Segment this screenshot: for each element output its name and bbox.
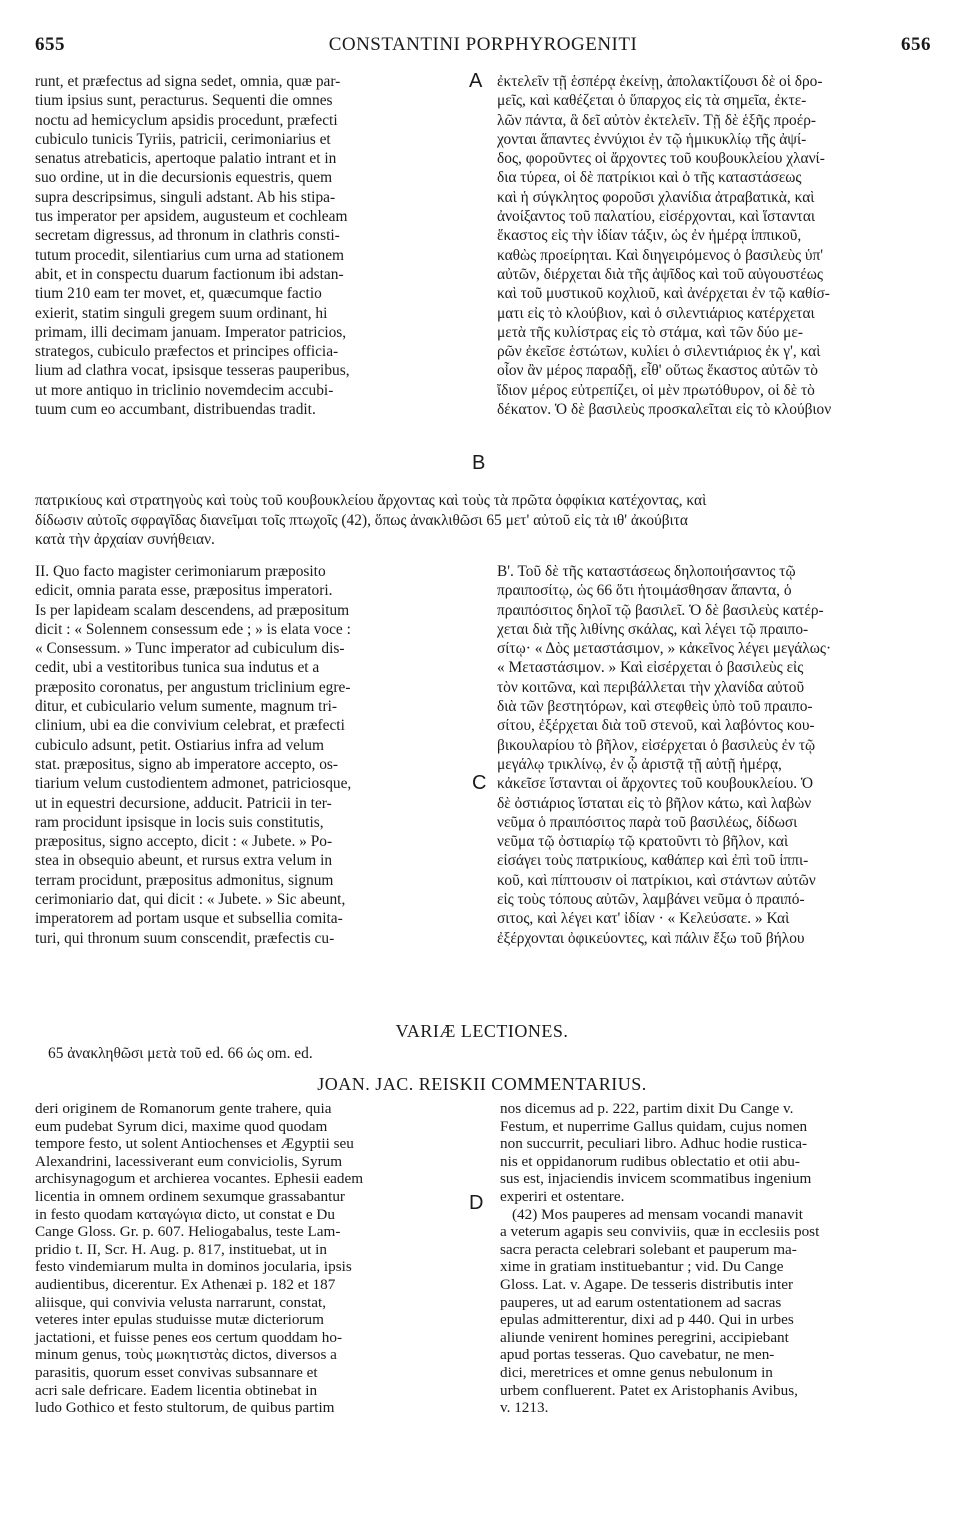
commentary-line: veteres inter epulas studuisse mutæ dicteriorum [35, 1311, 324, 1329]
latin-line: tium 210 eam ter movet, et, quæcumque factio [35, 285, 322, 303]
commentary-line: urbem confluerent. Patet ex Aristophanis Avibus, [500, 1381, 798, 1399]
variae-lectiones-heading: VARIÆ LECTIONES. [395, 1021, 569, 1041]
commentary-line: parasitis, quorum esset convivas subsannare et [35, 1363, 318, 1381]
greek-line: κοῦ, καὶ πίπτουσιν οἱ πατρίκιοι, καὶ στάντων αὐτῶν [497, 871, 816, 889]
commentary-heading: JOAN. JAC. REISKII COMMENTARIUS. [317, 1074, 647, 1094]
margin-marker-d: D [469, 1192, 484, 1214]
greek-line: σίτου, ἐξέρχεται διὰ τοῦ στενοῦ, καὶ λαβόντος κου- [497, 717, 815, 735]
latin-column-top [35, 72, 463, 419]
latin-column-bottom [35, 562, 463, 948]
commentary-line: audientibus, dicerentur. Ex Athenæi p. 182 et 187 [35, 1275, 336, 1293]
latin-line: cedit, ubi a vestitoribus tunica sua indutus et a [35, 659, 320, 677]
latin-line: cubiculo tunicis Tyriis, patricii, cerimoniarius et [35, 130, 331, 148]
page-number-left: 655 [35, 34, 65, 55]
greek-line: δος, φοροῦντες οἱ ἄρχοντες τοῦ κουβουκλείου χλανί- [497, 150, 825, 168]
commentary-line: acri sale defricare. Eadem licentia obtinebat in [35, 1381, 318, 1399]
greek-full-width-block [35, 491, 931, 550]
commentary-line: aliunde venirent homines peregrini, accipiebant [500, 1328, 789, 1346]
greek-line: ἐκτελεῖν τῇ ἑσπέρᾳ ἐκείνῃ, ἀπολακτίζουσι δὲ οἱ δρο- [497, 73, 823, 90]
greek-line: εἰσάγει τοὺς πατρικίους, καθάπερ καὶ ἐπὶ τοῦ ἱππι- [497, 852, 809, 870]
commentary-line: jactationi, et fuisse penes eos certum quoddam ho- [35, 1328, 343, 1346]
greek-line: σιτος, καὶ λέγει κατ' ἰδίαν · « Κελεύσατε. » Καὶ [497, 910, 790, 928]
greek-line: ἀνοίξαντος τοῦ παλατίου, εἰσέρχονται, καὶ ἵστανται [497, 208, 816, 226]
latin-line: clinium, ubi ea die convivium celebrat, et præfecti [35, 717, 345, 735]
latin-line: exierit, statim singuli gregem suum ordinant, hi [35, 304, 328, 322]
greek-line: λῶν πάντα, ἃ δεῖ αὐτὸν ἐκτελεῖν. Τῇ δὲ ἑξῆς προέρ- [497, 111, 817, 129]
latin-line: dicit : « Solennem consessum ede ; » is elata voce : [35, 620, 351, 638]
latin-line: tiarium velum custodientem admonet, patriciosque, [35, 775, 352, 793]
commentary-line: apud portas tesseras. Quo cavebatur, ne men- [500, 1346, 775, 1364]
commentary-line: pridio t. II, Scr. H. Aug. p. 817, instituebat, ut in [35, 1240, 327, 1258]
commentary-line: licentia in omnem ordinem sexumque grassabantur [35, 1187, 345, 1205]
latin-line: lium ad clathra vocat, ipsisque tesseras pauperibus, [35, 362, 350, 380]
margin-marker-a: A [469, 70, 483, 92]
latin-line: tuum cum eo accumbant, distribuendas tradit. [35, 401, 316, 419]
latin-line: cubiculo adsunt, petit. Ostiarius infra ad velum [35, 736, 324, 754]
commentary-line: non succurrit, peculiari libro. Adhuc hodie rustica- [500, 1135, 808, 1153]
latin-line: abit, et in conspectu duarum factionum ibi adstan- [35, 265, 344, 283]
greek-line: δια τύρεα, οἱ δὲ πατρίκιοι καὶ ὁ τῆς καταστάσεως [497, 169, 802, 187]
greek-line: καὶ τοῦ μυστικοῦ κοχλιοῦ, καὶ ἀνέρχεται ἐν τῷ καθίσ- [497, 285, 830, 303]
latin-line: supra descripsimus, singuli adstant. Ab his stipa- [35, 188, 336, 206]
commentary-line: nos dicemus ad p. 222, partim dixit Du Cange v. [500, 1100, 794, 1117]
commentary-line: Gloss. Lat. v. Agape. De tesseris distributis inter [500, 1275, 794, 1293]
greek-line: πραιπόσιτος δηλοῖ τῷ βασιλεῖ. Ὁ δὲ βασιλεὺς κατέρ- [497, 601, 824, 619]
greek-line: νεῦμα ὁ πραιπόσιτος παρὰ τοῦ βασιλέως, δίδωσι [497, 813, 798, 831]
page-number-right: 656 [901, 34, 931, 55]
commentary-line: Alexandrini, lacessiverant eum conviciolis, Syrum [35, 1152, 343, 1170]
commentary-line: minum genus, τοὺς μωκητιστὰς dictos, diversos a [35, 1346, 337, 1364]
commentary-line: Cange Gloss. Gr. p. 607. Heliogabalus, teste Lam- [35, 1223, 341, 1241]
latin-line: ut in equestri decursione, adducit. Patricii in ter- [35, 794, 332, 812]
greek-line: τὸν κοιτῶνα, καὶ περιβάλλεται τὴν χλανίδα αὐτοῦ [497, 678, 805, 696]
commentary-line: sacra peracta celebrari solebant et pauperum ma- [500, 1240, 797, 1258]
latin-line: strategos, cubiculo præfectos et principes officia- [35, 343, 339, 361]
latin-line: tutum procedit, silentiarius cum urna ad stationem [35, 246, 345, 264]
greek-line: διὰ τῶν βεστητόρων, καὶ στεφθεὶς ὑπὸ τοῦ πραιπο- [497, 698, 813, 716]
greek-line: μετὰ τῆς κυλίστρας εἰς τὸ στάμα, καὶ τῶν δύο με- [497, 323, 804, 341]
latin-line: ditur, et cubiculario velum sumente, magnum tri- [35, 698, 337, 716]
latin-line: suo ordine, ut in die decursionis equestris, quem [35, 169, 333, 187]
commentary-line: festo vindemiarum multa in dominos jocularia, ipsis [35, 1258, 352, 1276]
greek-line: νεῦμα τῷ ὀστιαρίῳ τῷ κρατοῦντι τὸ βῆλον, καὶ [497, 833, 789, 851]
latin-line: ut more antiquo in triclinio novemdecim accubi- [35, 381, 334, 399]
latin-line: ram procidunt ipsisque in locis suis constitutis, [35, 813, 324, 831]
latin-line: tium ipsius sunt, peracturus. Sequenti die omnes [35, 92, 333, 110]
commentary-line: eum pudebat Syrum dici, maxime quod quodam [35, 1117, 328, 1135]
commentary-line: aliisque, qui convivia velusta narrarunt, constat, [35, 1293, 327, 1311]
greek-column-bottom [497, 562, 929, 948]
commentary-line: xime in gratiam instituebantur ; vid. Du Cange [500, 1258, 784, 1276]
commentary-line: (42) Mos pauperes ad mensam vocandi manavit [512, 1205, 804, 1223]
commentary-line: tempore festo, ut solent Antiochenses et Ægyptii seu [35, 1135, 354, 1153]
latin-line: primam, illi decimam januam. Imperator patricios, [35, 323, 347, 341]
greek-line: ρῶν ἐκεῖσε ἑστώτων, κυλίει ὁ σιλεντιάριος ἐκ γ', καὶ [497, 343, 821, 361]
commentary-line: in festo quodam καταγώγια dicto, ut constat e Du [35, 1205, 335, 1223]
latin-line: edicit, omnia parata esse, præpositus imperatori. [35, 582, 333, 600]
greek-line: δέκατον. Ὁ δὲ βασιλεὺς προσκαλεῖται εἰς τὸ κλούβιον [497, 401, 832, 419]
greek-line: ἕκαστος εἰς τὴν ἰδίαν τάξιν, ὡς ἐν ἡμέρᾳ ἱππικοῦ, [497, 227, 802, 245]
greek-line: μεγάλῳ τρικλίνῳ, ἐν ᾧ ἀριστᾷ τῇ αὐτῇ ἡμέρᾳ, [497, 755, 782, 773]
greek-line: ματι εἰς τὸ κλούβιον, καὶ ὁ σιλεντιάριος κατέρχεται [497, 304, 815, 322]
latin-line: turi, qui thronum suum conscendit, præfectis cu- [35, 929, 335, 947]
commentary-line: epulas admitterentur, dixi ad p 440. Qui in urbes [500, 1311, 794, 1329]
latin-line: secretam digressus, ad thronum in clathris consti- [35, 227, 340, 245]
greek-column-top [497, 72, 929, 419]
commentary-line: a veterum agapis seu conviviis, quæ in ecclesiis post [500, 1223, 820, 1241]
latin-line: II. Quo facto magister cerimoniarum præposito [35, 563, 326, 580]
commentary-column-right [500, 1100, 932, 1417]
commentary-line: v. 1213. [500, 1399, 549, 1417]
greek-line: κἀκεῖσε ἵστανται οἱ ἄρχοντες τοῦ κουβουκλείου. Ὁ [497, 775, 814, 793]
greek-line: μεῖς, καὶ καθέζεται ὁ ὕπαρχος εἰς τὰ σημεῖα, ἐκτε- [497, 92, 807, 110]
latin-line: stat. præpositus, signo ab imperatore accepto, os- [35, 755, 339, 773]
latin-line: tus imperator per apsidem, augusteum et cochleam [35, 208, 348, 226]
running-header [35, 34, 931, 58]
margin-marker-b: B [472, 452, 486, 474]
commentary-column-left [35, 1100, 463, 1417]
greek-line: βικουλαρίου τὸ βῆλον, εἰσέρχεται ὁ βασιλεὺς ἐν τῷ [497, 736, 816, 754]
greek-line: χεται διὰ τῆς λιθίνης σκάλας, καὶ λέγει τῷ πραιπο- [497, 620, 809, 638]
greek-line: καθὼς προείρηται. Καὶ διηγειρόμενος ὁ βασιλεὺς ὑπ' [497, 246, 824, 264]
running-title: CONSTANTINI PORPHYROGENITI [328, 34, 638, 55]
latin-line: stea in obsequio abeunt, et rursus extra velum in [35, 852, 333, 870]
greek-line: καὶ ἡ σύγκλητος φοροῦσι χλανίδια ἀτραβατικὰ, καὶ [497, 188, 815, 206]
latin-line: Is per lapideam scalam descendens, ad præpositum [35, 601, 350, 619]
latin-line: noctu ad hemicyclum apsidis procedunt, præfecti [35, 111, 338, 129]
commentary-line: dici, meretrices et omne genus nebulonum in [500, 1363, 773, 1381]
margin-marker-c: C [472, 772, 487, 794]
greek-line: πραιποσίτῳ, ὡς 66 ὅτι ἡτοιμάσθησαν ἅπαντα, ὁ [497, 582, 792, 600]
variae-lectiones-text: 65 ἀνακληθῶσι μετὰ τοῦ ed. 66 ὡς om. ed. [48, 1045, 313, 1062]
latin-line: cerimoniario dat, qui dicit : « Jubete. » Sic abeunt, [35, 891, 346, 909]
commentary-line: pauperes, ut ad earum ostentationem ad sacras [500, 1293, 782, 1311]
commentary-line: experiri et ostentare. [500, 1187, 625, 1205]
latin-line: imperatorem ad portam usque et subsellia comita- [35, 910, 343, 928]
latin-line: terram procidunt, præpositus admonitus, signum [35, 871, 334, 889]
greek-wide-line: δίδωσιν αὐτοῖς σφραγῖδας διανεῖμαι τοῖς πτωχοῖς (42), ὅπως ἀνακλιθῶσι 65 μετ' αὐτοῦ εἰς τὰ ιθ' ἀκούβιτα [35, 511, 688, 529]
greek-wide-line: κατὰ τὴν ἀρχαίαν συνήθειαν. [35, 531, 215, 548]
commentary-line: archisynagogum et archierea vocantes. Ephesii eadem [35, 1170, 364, 1188]
greek-line: ἴδιον μέρος εὐτρεπίζει, οἱ μὲν πρωτόθυρον, οἱ δὲ τὸ [497, 381, 815, 399]
commentary-line: nis et oppidanorum rudibus oblectatio et otii abu- [500, 1152, 800, 1170]
greek-line: Β'. Τοῦ δὲ τῆς καταστάσεως δηλοποιήσαντος τῷ [497, 563, 796, 580]
latin-line: præpositus, signo accepto, dicit : « Jubete. » Po- [35, 833, 333, 851]
greek-line: εἰς τοὺς τόπους αὐτῶν, λαμβάνει νεῦμα ὁ πραιπό- [497, 891, 805, 909]
latin-line: runt, et præfectus ad signa sedet, omnia, quæ par- [35, 73, 341, 90]
latin-line: senatus atrebaticis, apertoque palatio intrant et in [35, 150, 337, 168]
commentary-line: Festum, et nuperrime Gallus quidam, cujus nomen [500, 1117, 808, 1135]
greek-line: χονται ἅπαντες ἐννύχιοι ἐν τῷ ἡμικυκλίῳ τῆς ἀψί- [497, 130, 807, 148]
latin-line: « Consessum. » Tunc imperator ad cubiculum dis- [35, 640, 345, 658]
commentary-line: deri originem de Romanorum gente trahere, quia [35, 1100, 332, 1117]
greek-line: σίτῳ· « Δὸς μεταστάσιμον, » κἀκεῖνος λέγει μεγάλως· [497, 640, 832, 658]
greek-line: δὲ ὀστιάριος ἵσταται εἰς τὸ βῆλον κάτω, καὶ λαβὼν [497, 794, 812, 812]
greek-line: οἷον ἂν μέρος παραδῇ, εἶθ' οὕτως ἕκαστος αὐτῶν τὸ [497, 362, 818, 380]
greek-line: « Μεταστάσιμον. » Καὶ εἰσέρχεται ὁ βασιλεὺς εἰς [497, 659, 804, 677]
greek-line: αὐτῶν, διέρχεται διὰ τῆς ἀψῖδος καὶ τοῦ αὐγουστέως [497, 265, 823, 283]
commentary-line: sus est, injaciendis invicem scommatibus ingenium [500, 1170, 812, 1188]
commentary-line: ludo Gothico et festo stultorum, de quibus partim [35, 1399, 335, 1417]
greek-line: ἐξέρχονται ὀφικεύοντες, καὶ πάλιν ἔξω τοῦ βήλου [497, 929, 805, 947]
latin-line: præposito coronatus, per angustum triclinium egre- [35, 678, 351, 696]
greek-wide-line: πατρικίους καὶ στρατηγοὺς καὶ τοὺς τοῦ κουβουκλείου ἄρχοντας καὶ τοὺς τὰ πρῶτα ὀφφίκια κατέχοντας, καὶ [35, 492, 707, 509]
